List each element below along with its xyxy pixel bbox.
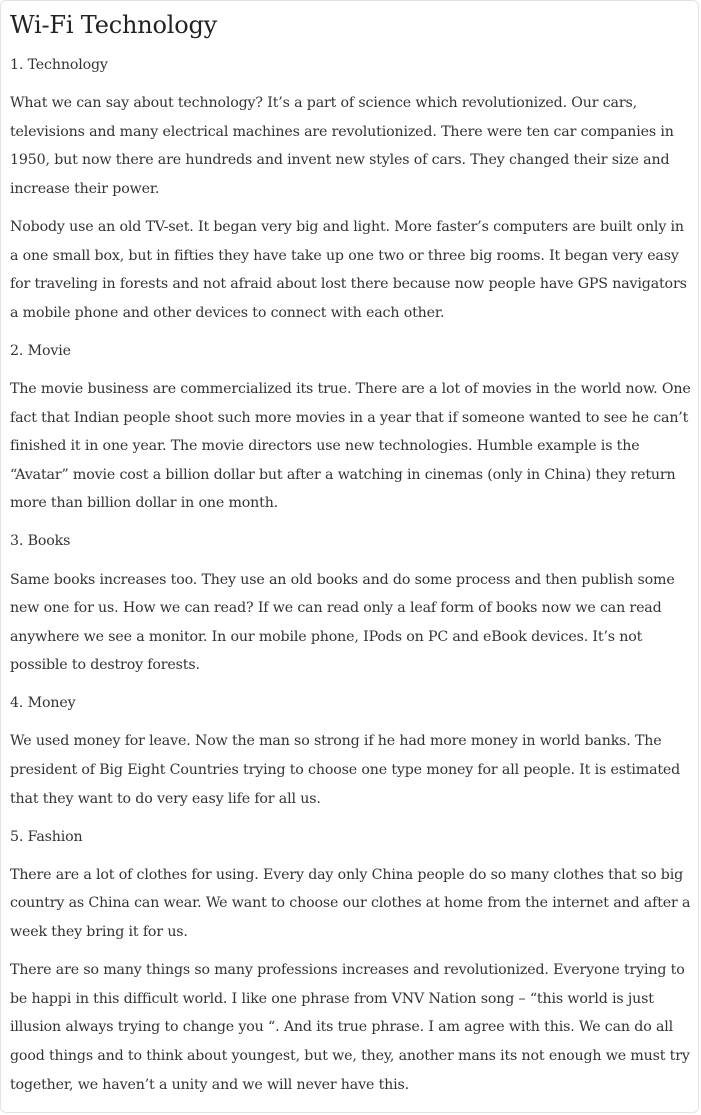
paragraph-money: We used money for leave. Now the man so strong if he had more money in world banks. The president of Big Eight Countries trying to choose one type money for all people. It is estimated that they want to do very easy life for all us. — [10, 733, 681, 807]
section-heading-books: 3. Books — [10, 533, 71, 550]
section-heading-money: 4. Money — [10, 695, 76, 712]
section-heading-movie: 2. Movie — [10, 342, 71, 359]
paragraph-conclusion: There are so many things so many professions increases and revolutionized. Everyone trying to be happi in this difficult world. I like one phrase from VNV Nation song – “this world is just illusion always trying to change you “. And its true phrase. I am agree with this. We can do all good things and to think about youngest, but we, they, another mans its not enough we must try together, we haven’t a unity and we will never have this. — [10, 962, 690, 1093]
paragraph-books: Same books increases too. They use an old books and do some process and then publish some new one for us. How we can read? If we can read only a leaf form of books now we can read anywhere we see a monitor. In our mobile phone, IPods on PC and eBook devices. It’s not possible to destroy forests. — [10, 571, 675, 674]
paragraph-movie: The movie business are commercialized its true. There are a lot of movies in the world now. One fact that Indian people shoot such more movies in a year that if someone wanted to see he can’t finished it in one year. The movie directors use new technologies. Humble example is the “Avatar” movie cost a billion dollar but after a watching in cinemas (only in China) they return more than billion dollar in one month. — [10, 380, 691, 512]
article-title: Wi-Fi Technology — [10, 11, 217, 39]
article-body — [10, 51, 695, 1099]
paragraph-technology-2: Nobody use an old TV-set. It began very big and light. More faster’s computers are built only in a one small box, but in fifties they have take up one two or three big rooms. It began very easy for traveling in forests and not afraid about lost there because now people have GPS navigators a mobile phone and other devices to connect with each other. — [10, 218, 687, 321]
section-heading-technology: 1. Technology — [10, 57, 108, 73]
paragraph-fashion: There are a lot of clothes for using. Every day only China people do so many clothes that so big country as China can wear. We want to choose our clothes at home from the internet and after a week they bring it for us. — [10, 866, 691, 941]
section-heading-fashion: 5. Fashion — [10, 828, 83, 845]
paragraph-technology-1: What we can say about technology? It’s a part of science which revolutionized. Our cars, televisions and many electrical machines are revolutionized. There were ten car companies in 1950, but now there are hundreds and invent new styles of cars. They changed their size and increase their power. — [10, 95, 674, 197]
